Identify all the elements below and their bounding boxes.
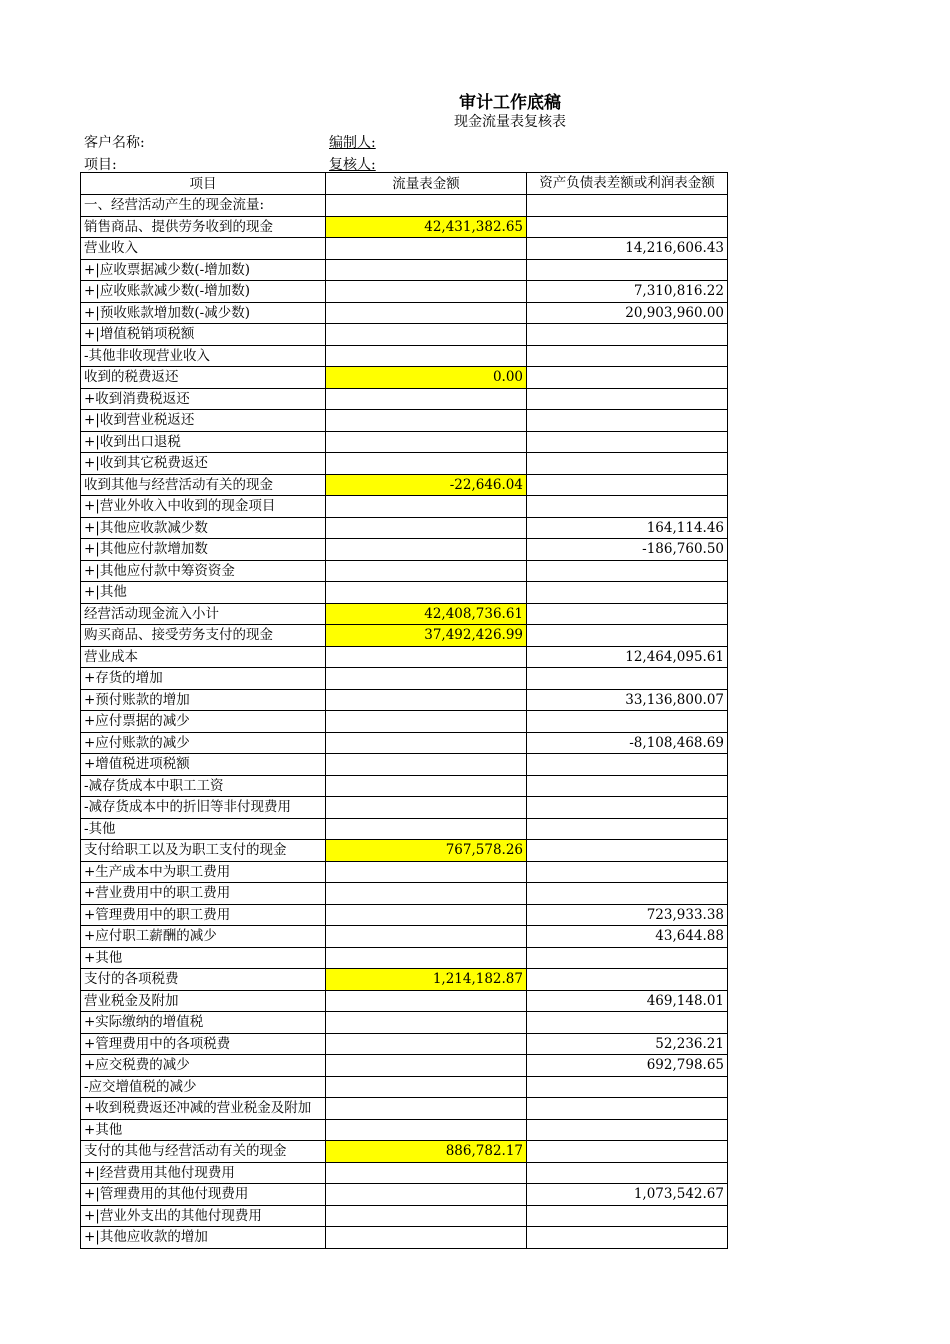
row-label[interactable]: +应付账款的减少 <box>81 732 326 754</box>
table-row <box>81 238 728 260</box>
flow-amount-cell[interactable] <box>326 195 527 217</box>
table-row <box>81 689 728 711</box>
balance-amount-cell[interactable]: 469,148.01 <box>527 990 728 1012</box>
row-label[interactable]: -减存货成本中的折旧等非付现费用 <box>81 797 326 819</box>
table-row <box>81 646 728 668</box>
balance-amount-cell[interactable] <box>527 754 728 776</box>
row-label[interactable]: 支付的各项税费 <box>81 969 326 991</box>
flow-amount-cell[interactable] <box>326 431 527 453</box>
flow-amount-cell[interactable]: 0.00 <box>326 367 527 389</box>
row-label[interactable]: +|收到营业税返还 <box>81 410 326 432</box>
table-row <box>81 474 728 496</box>
flow-amount-cell[interactable]: -22,646.04 <box>326 474 527 496</box>
table-row <box>81 1076 728 1098</box>
row-label[interactable]: 支付的其他与经营活动有关的现金 <box>81 1141 326 1163</box>
table-row <box>81 1205 728 1227</box>
balance-amount-cell[interactable] <box>527 345 728 367</box>
row-label[interactable]: +|其他应付款增加数 <box>81 539 326 561</box>
balance-amount-cell[interactable] <box>527 668 728 690</box>
table-row <box>81 754 728 776</box>
row-label[interactable]: +|经营费用其他付现费用 <box>81 1162 326 1184</box>
row-label[interactable]: +营业费用中的职工费用 <box>81 883 326 905</box>
row-label[interactable]: +|应收账款减少数(-增加数) <box>81 281 326 303</box>
balance-amount-cell[interactable]: 1,073,542.67 <box>527 1184 728 1206</box>
row-label[interactable]: -减存货成本中职工工资 <box>81 775 326 797</box>
balance-amount-cell[interactable] <box>527 195 728 217</box>
balance-amount-cell[interactable] <box>527 410 728 432</box>
balance-amount-cell[interactable] <box>527 969 728 991</box>
table-row <box>81 775 728 797</box>
row-label[interactable]: 经营活动现金流入小计 <box>81 603 326 625</box>
table-row <box>81 732 728 754</box>
balance-amount-cell[interactable] <box>527 388 728 410</box>
row-label[interactable]: +其他 <box>81 1119 326 1141</box>
balance-amount-cell[interactable] <box>527 1205 728 1227</box>
row-label[interactable]: +收到消费税返还 <box>81 388 326 410</box>
table-row <box>81 711 728 733</box>
flow-amount-cell[interactable] <box>326 1033 527 1055</box>
row-label[interactable]: +应交税费的减少 <box>81 1055 326 1077</box>
table-row <box>81 539 728 561</box>
balance-amount-cell[interactable]: 14,216,606.43 <box>527 238 728 260</box>
table-header-row <box>81 173 728 195</box>
table-row <box>81 797 728 819</box>
row-label[interactable]: +|其他应收款减少数 <box>81 517 326 539</box>
balance-amount-cell[interactable] <box>527 711 728 733</box>
balance-amount-cell[interactable]: 52,236.21 <box>527 1033 728 1055</box>
balance-amount-cell[interactable]: -8,108,468.69 <box>527 732 728 754</box>
flow-amount-cell[interactable] <box>326 453 527 475</box>
table-row <box>81 1227 728 1249</box>
column-header-balance-amount: 资产负债表差额或利润表金额 <box>527 173 728 195</box>
row-label[interactable]: -其他非收现营业收入 <box>81 345 326 367</box>
flow-amount-cell[interactable] <box>326 1227 527 1249</box>
flow-amount-cell[interactable] <box>326 388 527 410</box>
balance-amount-cell[interactable] <box>527 840 728 862</box>
table-row <box>81 388 728 410</box>
column-header-flow-amount: 流量表金额 <box>326 173 527 195</box>
row-label[interactable]: +|应收票据减少数(-增加数) <box>81 259 326 281</box>
flow-amount-cell[interactable] <box>326 302 527 324</box>
table-row <box>81 1098 728 1120</box>
row-label[interactable]: +存货的增加 <box>81 668 326 690</box>
balance-amount-cell[interactable] <box>527 1098 728 1120</box>
flow-amount-cell[interactable] <box>326 345 527 367</box>
balance-amount-cell[interactable]: 7,310,816.22 <box>527 281 728 303</box>
flow-amount-cell[interactable] <box>326 754 527 776</box>
table-row <box>81 1184 728 1206</box>
table-row <box>81 195 728 217</box>
table-row <box>81 1119 728 1141</box>
table-row <box>81 904 728 926</box>
page-subtitle: 现金流量表复核表 <box>454 114 566 130</box>
balance-amount-cell[interactable] <box>527 367 728 389</box>
row-label[interactable]: +预付账款的增加 <box>81 689 326 711</box>
flow-amount-cell[interactable]: 42,431,382.65 <box>326 216 527 238</box>
table-row <box>81 345 728 367</box>
balance-amount-cell[interactable]: 164,114.46 <box>527 517 728 539</box>
cash-flow-review-table <box>80 172 728 1249</box>
balance-amount-cell[interactable] <box>527 818 728 840</box>
balance-amount-cell[interactable] <box>527 883 728 905</box>
balance-amount-cell[interactable] <box>527 861 728 883</box>
balance-amount-cell[interactable]: 692,798.65 <box>527 1055 728 1077</box>
balance-amount-cell[interactable] <box>527 625 728 647</box>
balance-amount-cell[interactable] <box>527 1119 728 1141</box>
table-row <box>81 216 728 238</box>
row-label[interactable]: +应付职工薪酬的减少 <box>81 926 326 948</box>
table-row <box>81 1055 728 1077</box>
row-label[interactable]: +应付票据的减少 <box>81 711 326 733</box>
table-row <box>81 926 728 948</box>
reviewer-label: 复核人: <box>329 157 376 173</box>
flow-amount-cell[interactable] <box>326 496 527 518</box>
flow-amount-cell[interactable] <box>326 1055 527 1077</box>
table-row <box>81 840 728 862</box>
flow-amount-cell[interactable] <box>326 990 527 1012</box>
row-label[interactable]: +|预收账款增加数(-减少数) <box>81 302 326 324</box>
table-row <box>81 496 728 518</box>
flow-amount-cell[interactable] <box>326 732 527 754</box>
flow-amount-cell[interactable] <box>326 1076 527 1098</box>
balance-amount-cell[interactable]: 43,644.88 <box>527 926 728 948</box>
table-row <box>81 259 728 281</box>
row-label[interactable]: +生产成本中为职工费用 <box>81 861 326 883</box>
row-label[interactable]: +|其他 <box>81 582 326 604</box>
row-label[interactable]: +|其他应收款的增加 <box>81 1227 326 1249</box>
table-row <box>81 1033 728 1055</box>
balance-amount-cell[interactable] <box>527 1012 728 1034</box>
row-label[interactable]: +|营业外支出的其他付现费用 <box>81 1205 326 1227</box>
row-label[interactable]: -其他 <box>81 818 326 840</box>
row-label[interactable]: +|增值税销项税额 <box>81 324 326 346</box>
row-label[interactable]: +管理费用中的职工费用 <box>81 904 326 926</box>
balance-amount-cell[interactable] <box>527 775 728 797</box>
flow-amount-cell[interactable] <box>326 668 527 690</box>
table-row <box>81 818 728 840</box>
flow-amount-cell[interactable] <box>326 1012 527 1034</box>
flow-amount-cell[interactable] <box>326 517 527 539</box>
flow-amount-cell[interactable] <box>326 259 527 281</box>
flow-amount-cell[interactable]: 42,408,736.61 <box>326 603 527 625</box>
flow-amount-cell[interactable] <box>326 410 527 432</box>
row-label[interactable]: 营业收入 <box>81 238 326 260</box>
row-label[interactable]: 营业税金及附加 <box>81 990 326 1012</box>
flow-amount-cell[interactable] <box>326 689 527 711</box>
row-label[interactable]: 销售商品、提供劳务收到的现金 <box>81 216 326 238</box>
flow-amount-cell[interactable] <box>326 582 527 604</box>
flow-amount-cell[interactable] <box>326 797 527 819</box>
flow-amount-cell[interactable] <box>326 775 527 797</box>
table-row <box>81 367 728 389</box>
row-label[interactable]: +收到税费返还冲减的营业税金及附加 <box>81 1098 326 1120</box>
balance-amount-cell[interactable] <box>527 947 728 969</box>
table-row <box>81 1012 728 1034</box>
flow-amount-cell[interactable]: 767,578.26 <box>326 840 527 862</box>
balance-amount-cell[interactable]: 20,903,960.00 <box>527 302 728 324</box>
balance-amount-cell[interactable] <box>527 496 728 518</box>
table-row <box>81 324 728 346</box>
flow-amount-cell[interactable] <box>326 1205 527 1227</box>
row-label[interactable]: +|营业外收入中收到的现金项目 <box>81 496 326 518</box>
table-body <box>81 195 728 1249</box>
balance-amount-cell[interactable] <box>527 431 728 453</box>
flow-amount-cell[interactable] <box>326 904 527 926</box>
balance-amount-cell[interactable] <box>527 560 728 582</box>
table-row <box>81 990 728 1012</box>
balance-amount-cell[interactable] <box>527 797 728 819</box>
table-row <box>81 1141 728 1163</box>
table-row <box>81 517 728 539</box>
client-name-label: 客户名称: <box>84 135 145 151</box>
balance-amount-cell[interactable] <box>527 1076 728 1098</box>
row-label[interactable]: +|收到其它税费返还 <box>81 453 326 475</box>
row-label[interactable]: 购买商品、接受劳务支付的现金 <box>81 625 326 647</box>
balance-amount-cell[interactable] <box>527 453 728 475</box>
row-label[interactable]: -应交增值税的减少 <box>81 1076 326 1098</box>
table-row <box>81 625 728 647</box>
flow-amount-cell[interactable] <box>326 281 527 303</box>
balance-amount-cell[interactable] <box>527 259 728 281</box>
table-row <box>81 603 728 625</box>
flow-amount-cell[interactable] <box>326 1098 527 1120</box>
balance-amount-cell[interactable] <box>527 1227 728 1249</box>
table-row <box>81 410 728 432</box>
balance-amount-cell[interactable] <box>527 474 728 496</box>
table-row <box>81 1162 728 1184</box>
row-label[interactable]: 一、经营活动产生的现金流量: <box>81 195 326 217</box>
balance-amount-cell[interactable]: 723,933.38 <box>527 904 728 926</box>
row-label[interactable]: 收到的税费返还 <box>81 367 326 389</box>
table-row <box>81 668 728 690</box>
balance-amount-cell[interactable]: -186,760.50 <box>527 539 728 561</box>
balance-amount-cell[interactable] <box>527 1141 728 1163</box>
flow-amount-cell[interactable] <box>326 947 527 969</box>
row-label[interactable]: +|其他应付款中筹资资金 <box>81 560 326 582</box>
table-row <box>81 969 728 991</box>
balance-amount-cell[interactable] <box>527 603 728 625</box>
table-row <box>81 281 728 303</box>
flow-amount-cell[interactable] <box>326 539 527 561</box>
table-row <box>81 431 728 453</box>
flow-amount-cell[interactable] <box>326 926 527 948</box>
flow-amount-cell[interactable] <box>326 324 527 346</box>
table-row <box>81 883 728 905</box>
flow-amount-cell[interactable] <box>326 1184 527 1206</box>
balance-amount-cell[interactable] <box>527 1162 728 1184</box>
table-row <box>81 453 728 475</box>
row-label[interactable]: 收到其他与经营活动有关的现金 <box>81 474 326 496</box>
balance-amount-cell[interactable]: 33,136,800.07 <box>527 689 728 711</box>
balance-amount-cell[interactable] <box>527 216 728 238</box>
flow-amount-cell[interactable] <box>326 646 527 668</box>
flow-amount-cell[interactable] <box>326 560 527 582</box>
flow-amount-cell[interactable]: 886,782.17 <box>326 1141 527 1163</box>
flow-amount-cell[interactable] <box>326 238 527 260</box>
flow-amount-cell[interactable]: 37,492,426.99 <box>326 625 527 647</box>
row-label[interactable]: +管理费用中的各项税费 <box>81 1033 326 1055</box>
table-row <box>81 861 728 883</box>
flow-amount-cell[interactable] <box>326 818 527 840</box>
column-header-item: 项目 <box>81 173 326 195</box>
table-row <box>81 560 728 582</box>
balance-amount-cell[interactable] <box>527 324 728 346</box>
table-row <box>81 582 728 604</box>
row-label[interactable]: +增值税进项税额 <box>81 754 326 776</box>
row-label[interactable]: 支付给职工以及为职工支付的现金 <box>81 840 326 862</box>
row-label[interactable]: +其他 <box>81 947 326 969</box>
page-title: 审计工作底稿 <box>459 93 561 113</box>
balance-amount-cell[interactable]: 12,464,095.61 <box>527 646 728 668</box>
table-row <box>81 302 728 324</box>
flow-amount-cell[interactable] <box>326 711 527 733</box>
flow-amount-cell[interactable] <box>326 883 527 905</box>
row-label[interactable]: +|管理费用的其他付现费用 <box>81 1184 326 1206</box>
row-label[interactable]: +实际缴纳的增值税 <box>81 1012 326 1034</box>
row-label[interactable]: +|收到出口退税 <box>81 431 326 453</box>
flow-amount-cell[interactable] <box>326 1162 527 1184</box>
flow-amount-cell[interactable]: 1,214,182.87 <box>326 969 527 991</box>
preparer-label: 编制人: <box>329 135 376 151</box>
flow-amount-cell[interactable] <box>326 861 527 883</box>
row-label[interactable]: 营业成本 <box>81 646 326 668</box>
item-label: 项目: <box>84 157 117 173</box>
balance-amount-cell[interactable] <box>527 582 728 604</box>
table-row <box>81 947 728 969</box>
flow-amount-cell[interactable] <box>326 1119 527 1141</box>
